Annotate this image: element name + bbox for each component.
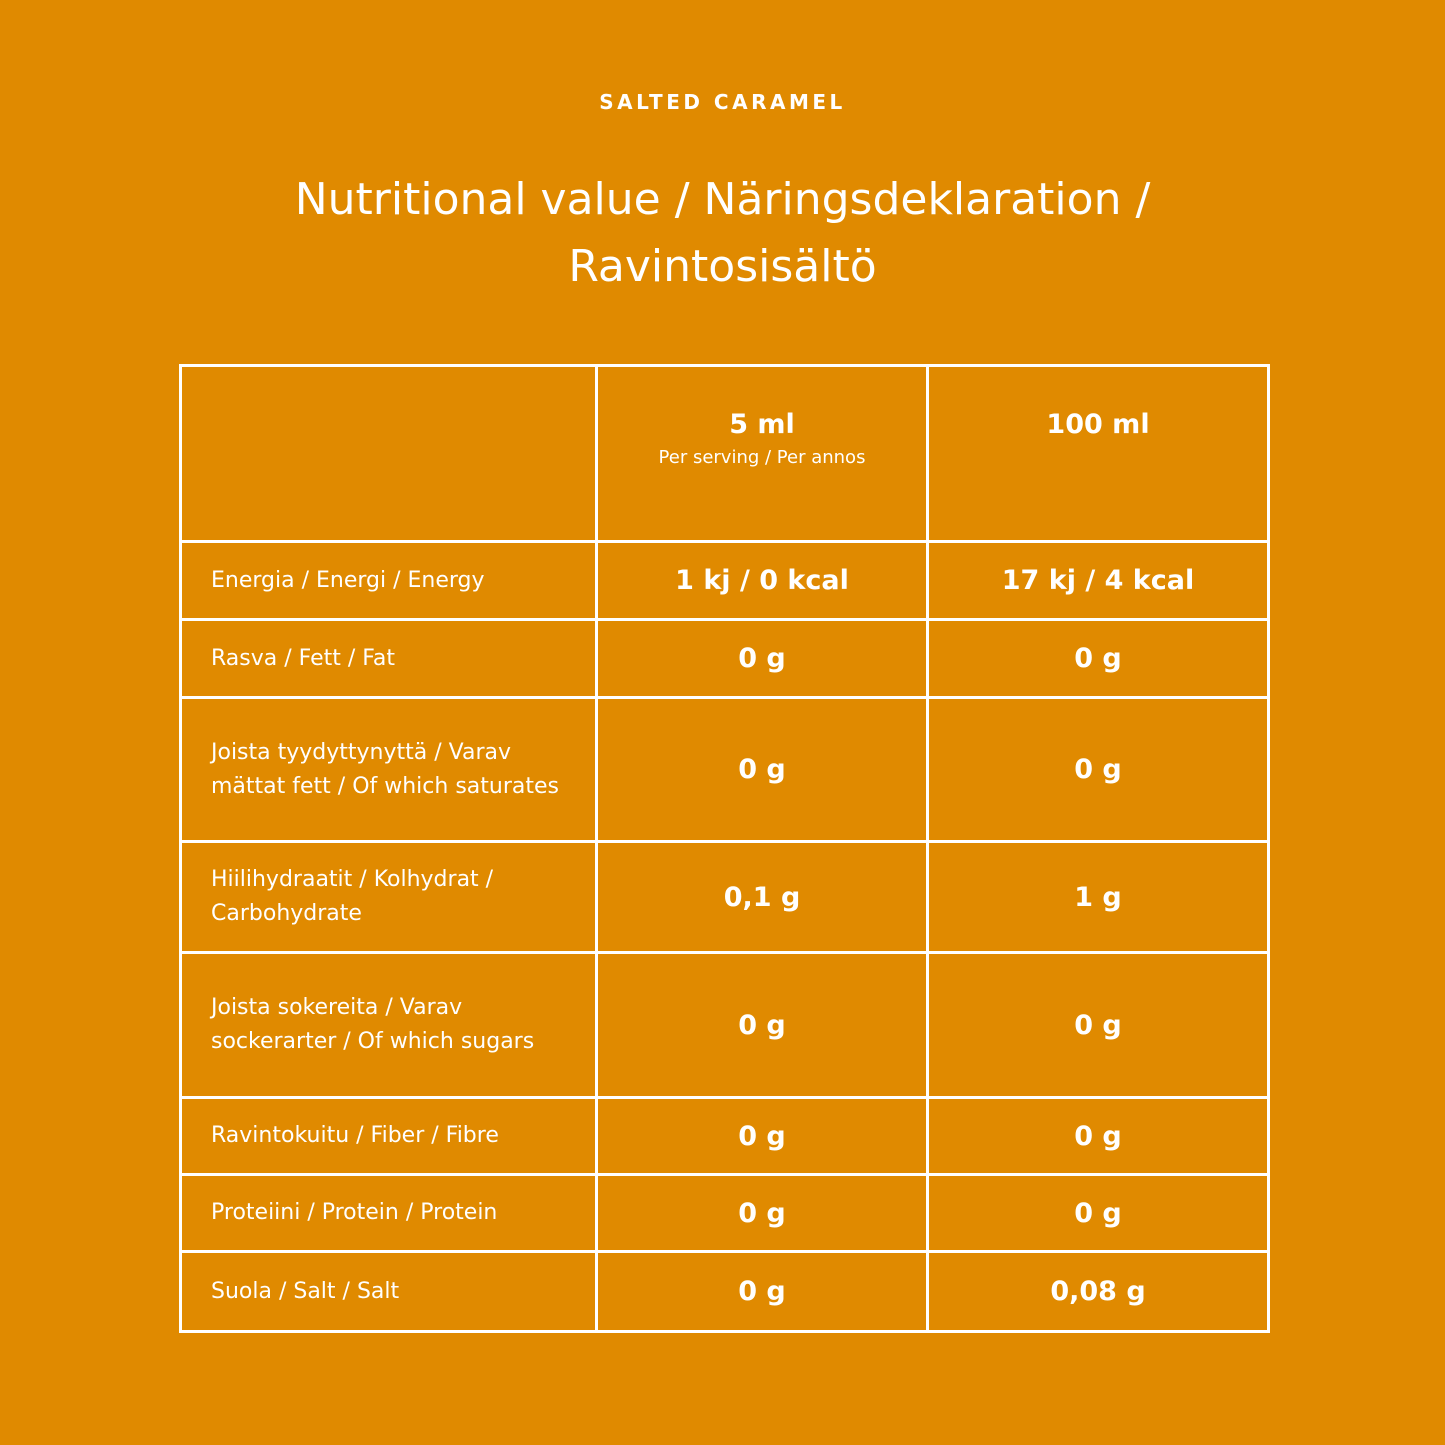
row-per-serving: 0 g (597, 1175, 928, 1252)
table-row (181, 698, 1269, 842)
row-per-100: 0 g (928, 953, 1269, 1098)
row-per-100: 0 g (928, 1175, 1269, 1252)
row-label: Suola / Salt / Salt (181, 1252, 597, 1332)
row-label: Rasva / Fett / Fat (181, 620, 597, 698)
row-per-serving: 0 g (597, 698, 928, 842)
row-per-100: 0 g (928, 1098, 1269, 1175)
row-label: Energia / Energi / Energy (181, 542, 597, 620)
row-per-serving: 1 kj / 0 kcal (597, 542, 928, 620)
table-row (181, 620, 1269, 698)
row-per-serving: 0,1 g (597, 842, 928, 953)
row-per-serving: 0 g (597, 1098, 928, 1175)
header-serving-amount: 5 ml (729, 409, 795, 440)
table-row (181, 1098, 1269, 1175)
table-row (181, 1175, 1269, 1252)
page-title: Nutritional value / Näringsdeklaration / Ravintosisältö (294, 174, 1151, 292)
table-row (181, 542, 1269, 620)
row-label: Proteiini / Protein / Protein (181, 1175, 597, 1252)
row-label: Ravintokuitu / Fiber / Fibre (181, 1098, 597, 1175)
table-row (181, 953, 1269, 1098)
table-header-row (181, 366, 1269, 542)
table-row (181, 1252, 1269, 1332)
row-per-100: 0 g (928, 698, 1269, 842)
header-reference-cell (928, 366, 1269, 542)
product-name: SALTED CARAMEL (599, 90, 846, 114)
row-per-serving: 0 g (597, 620, 928, 698)
header-empty-cell (181, 366, 597, 542)
header-serving-note: Per serving / Per annos (658, 447, 866, 468)
row-label: Joista tyydyttynyttä / Varav mättat fett / Of which saturates (181, 698, 597, 842)
row-label: Joista sokereita / Varav sockerarter / Of which sugars (181, 953, 597, 1098)
row-label: Hiilihydraatit / Kolhydrat / Carbohydrate (181, 842, 597, 953)
row-per-serving: 0 g (597, 953, 928, 1098)
row-per-100: 17 kj / 4 kcal (928, 542, 1269, 620)
row-per-serving: 0 g (597, 1252, 928, 1332)
nutrition-table (179, 364, 1270, 1333)
header-serving-cell (597, 366, 928, 542)
row-per-100: 0,08 g (928, 1252, 1269, 1332)
table-row (181, 842, 1269, 953)
row-per-100: 0 g (928, 620, 1269, 698)
row-per-100: 1 g (928, 842, 1269, 953)
header-reference-amount: 100 ml (1046, 409, 1150, 440)
